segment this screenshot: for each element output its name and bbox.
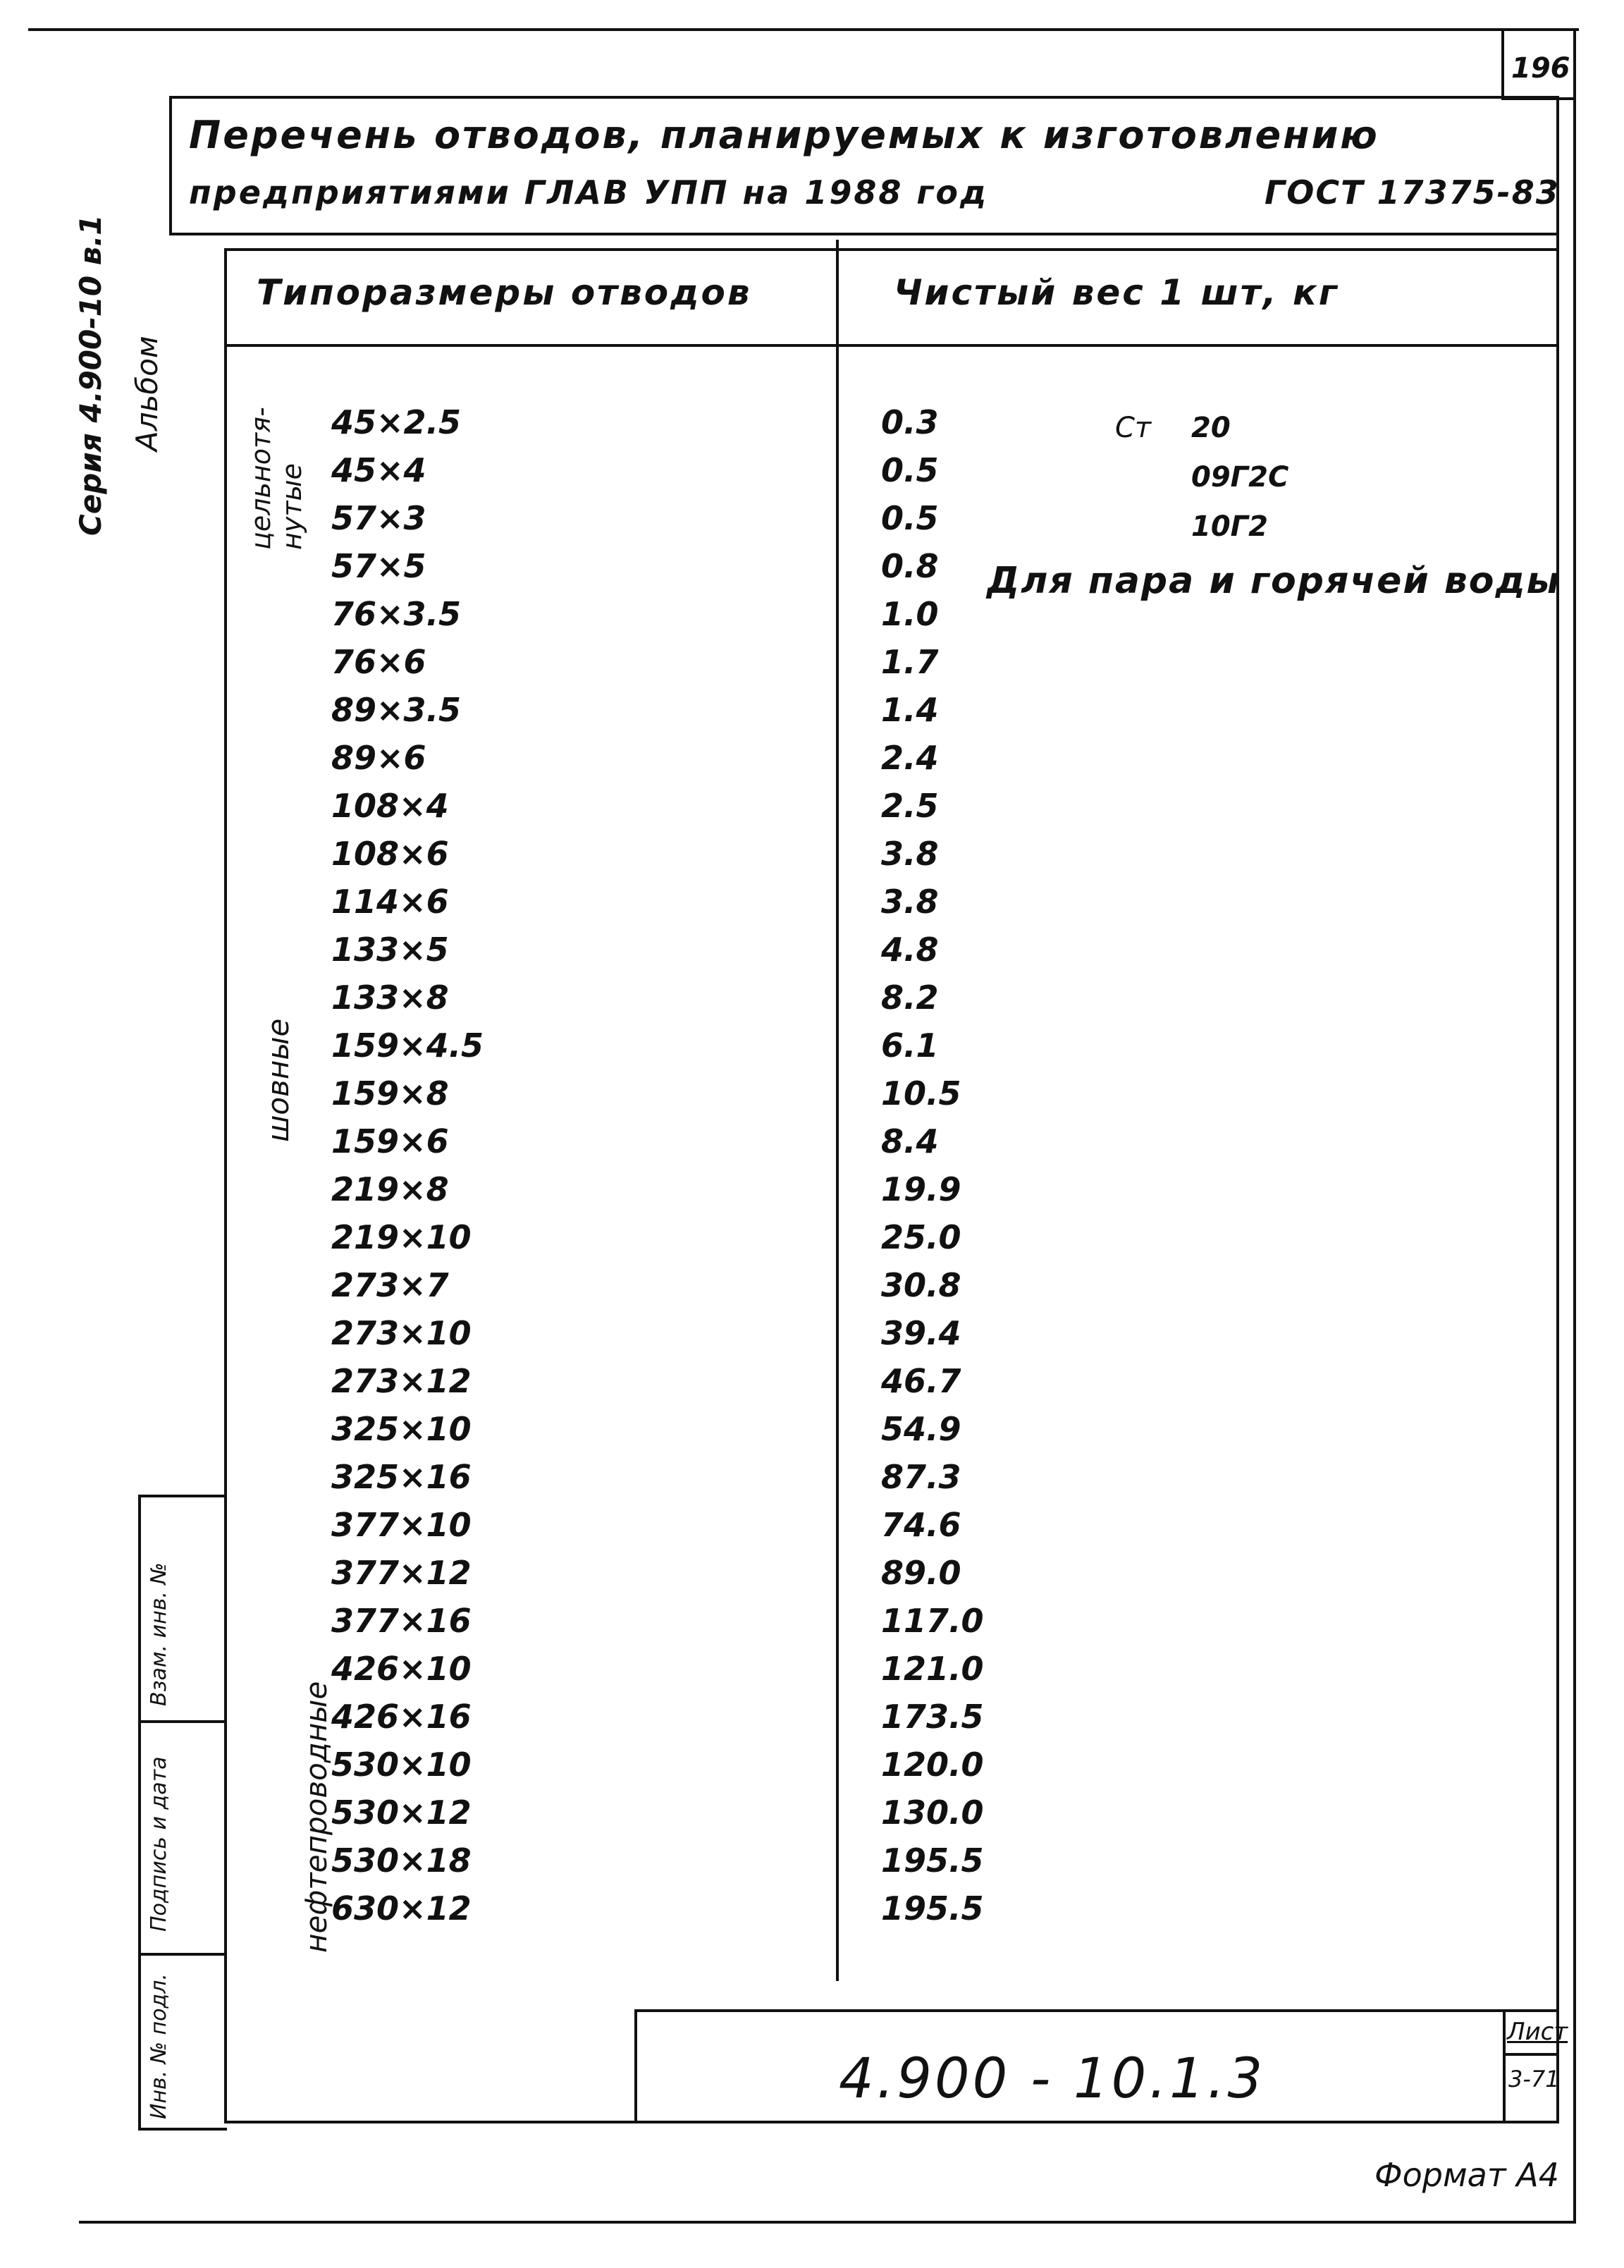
page-number-box-left (1501, 28, 1504, 99)
weight-cell: 74.6 (881, 1506, 961, 1544)
standard-reference: ГОСТ 17375-83 (1265, 173, 1560, 212)
weight-cell: 2.4 (881, 739, 939, 777)
stamp-replacement-label: Взам. инв. № (147, 1562, 171, 1706)
size-cell: 89×3.5 (331, 691, 462, 729)
steel-label: Ст (1115, 412, 1152, 444)
weight-cell: 4.8 (881, 931, 939, 969)
weight-cell: 1.4 (881, 691, 939, 729)
weight-cell: 46.7 (881, 1362, 961, 1400)
size-cell: 57×3 (331, 499, 426, 537)
document-title-line1: Перечень отводов, планируемых к изготовлению (189, 113, 1379, 157)
group-label-oil: нефтепроводные (299, 1681, 333, 1953)
weight-cell: 195.5 (881, 1841, 984, 1880)
document-code: 4.900 - 10.1.3 (839, 2047, 1266, 2111)
size-cell: 89×6 (331, 739, 426, 777)
size-cell: 426×10 (331, 1650, 472, 1688)
group-label-seamless: цельнотя- нутые (245, 407, 307, 550)
size-cell: 325×10 (331, 1410, 472, 1448)
size-cell: 114×6 (331, 883, 449, 921)
weight-cell: 0.3 (881, 403, 939, 441)
stamp-strip-bottom (138, 2128, 227, 2131)
size-cell: 159×4.5 (331, 1026, 484, 1065)
size-cell: 426×16 (331, 1698, 472, 1736)
title-block-left (634, 2009, 637, 2122)
size-cell: 108×6 (331, 835, 449, 873)
weight-cell: 6.1 (881, 1026, 939, 1065)
stamp-strip-left (138, 1495, 141, 2129)
size-cell: 325×16 (331, 1458, 472, 1496)
weight-cell: 8.4 (881, 1122, 939, 1160)
weight-cell: 0.5 (881, 451, 939, 489)
header-bottom-line (224, 344, 1559, 347)
weight-cell: 1.0 (881, 595, 939, 633)
page-number: 196 (1511, 52, 1570, 85)
form-frame-left (224, 248, 227, 2123)
size-cell: 273×10 (331, 1314, 472, 1352)
size-cell: 108×4 (331, 787, 449, 825)
size-cell: 377×16 (331, 1602, 472, 1640)
outer-frame-right (1573, 28, 1576, 2221)
size-cell: 133×8 (331, 979, 449, 1017)
weight-column-header: Чистый вес 1 шт, кг (894, 272, 1340, 313)
outer-frame-bottom (79, 2221, 1576, 2224)
group-label-welded: шовные (261, 1018, 295, 1142)
size-cell: 273×12 (331, 1362, 472, 1400)
format-label: Формат А4 (1374, 2156, 1559, 2194)
weight-cell: 3.8 (881, 835, 939, 873)
stamp-strip-top (138, 1495, 227, 1497)
title-box-bottom (169, 233, 1559, 235)
stamp-signature-label: Подпись и дата (147, 1756, 171, 1932)
series-label: Серия 4.900-10 в.1 (73, 214, 108, 536)
size-cell: 530×12 (331, 1794, 472, 1832)
size-cell: 159×6 (331, 1122, 449, 1160)
stamp-divider-2 (138, 1953, 227, 1956)
weight-cell: 25.0 (881, 1218, 961, 1256)
weight-cell: 130.0 (881, 1794, 984, 1832)
sheet-cell-divider (1503, 2053, 1559, 2056)
size-cell: 219×10 (331, 1218, 472, 1256)
weight-cell: 30.8 (881, 1266, 961, 1304)
title-box-left (169, 96, 172, 234)
size-cell: 630×12 (331, 1889, 472, 1927)
size-column-header: Типоразмеры отводов (257, 272, 752, 313)
weight-cell: 10.5 (881, 1074, 961, 1112)
weight-cell: 120.0 (881, 1746, 984, 1784)
size-cell: 133×5 (331, 931, 449, 969)
size-cell: 530×10 (331, 1746, 472, 1784)
size-cell: 377×12 (331, 1554, 472, 1592)
weight-cell: 0.5 (881, 499, 939, 537)
stamp-divider-1 (138, 1720, 227, 1723)
column-divider (836, 240, 839, 1981)
weight-cell: 173.5 (881, 1698, 984, 1736)
form-frame-bottom (224, 2121, 1559, 2123)
title-block-top (634, 2009, 1559, 2012)
size-cell: 219×8 (331, 1170, 449, 1208)
size-cell: 45×4 (331, 451, 426, 489)
weight-cell: 1.7 (881, 643, 939, 681)
usage-note: Для пара и горячей воды (987, 560, 1561, 602)
weight-cell: 3.8 (881, 883, 939, 921)
steel-grade-2: 09Г2С (1191, 461, 1289, 494)
outer-frame-top (28, 28, 1579, 31)
weight-cell: 87.3 (881, 1458, 961, 1496)
document-title-line2: предприятиями ГЛАВ УПП на 1988 год (189, 173, 989, 212)
size-cell: 273×7 (331, 1266, 449, 1304)
stamp-inventory-label: Инв. № подл. (147, 1973, 171, 2119)
weight-cell: 121.0 (881, 1650, 984, 1688)
steel-grade-3: 10Г2 (1191, 510, 1268, 543)
sheet-number: 3-71 (1508, 2066, 1560, 2092)
weight-cell: 19.9 (881, 1170, 961, 1208)
sheet-label: Лист (1507, 2018, 1568, 2046)
weight-cell: 89.0 (881, 1554, 961, 1592)
header-top-line (224, 248, 1559, 251)
size-cell: 57×5 (331, 547, 426, 585)
weight-cell: 117.0 (881, 1602, 984, 1640)
size-cell: 377×10 (331, 1506, 472, 1544)
steel-grade-1: 20 (1191, 412, 1231, 444)
size-cell: 76×6 (331, 643, 426, 681)
weight-cell: 2.5 (881, 787, 939, 825)
weight-cell: 195.5 (881, 1889, 984, 1927)
form-frame-right (1556, 96, 1559, 2123)
weight-cell: 39.4 (881, 1314, 961, 1352)
size-cell: 45×2.5 (331, 403, 462, 441)
weight-cell: 54.9 (881, 1410, 961, 1448)
sheet-cell-left (1503, 2009, 1506, 2122)
weight-cell: 0.8 (881, 547, 939, 585)
weight-cell: 8.2 (881, 979, 939, 1017)
size-cell: 159×8 (331, 1074, 449, 1112)
album-label: Альбом (130, 336, 164, 451)
size-cell: 76×3.5 (331, 595, 462, 633)
form-frame-top (169, 96, 1559, 99)
size-cell: 530×18 (331, 1841, 472, 1880)
